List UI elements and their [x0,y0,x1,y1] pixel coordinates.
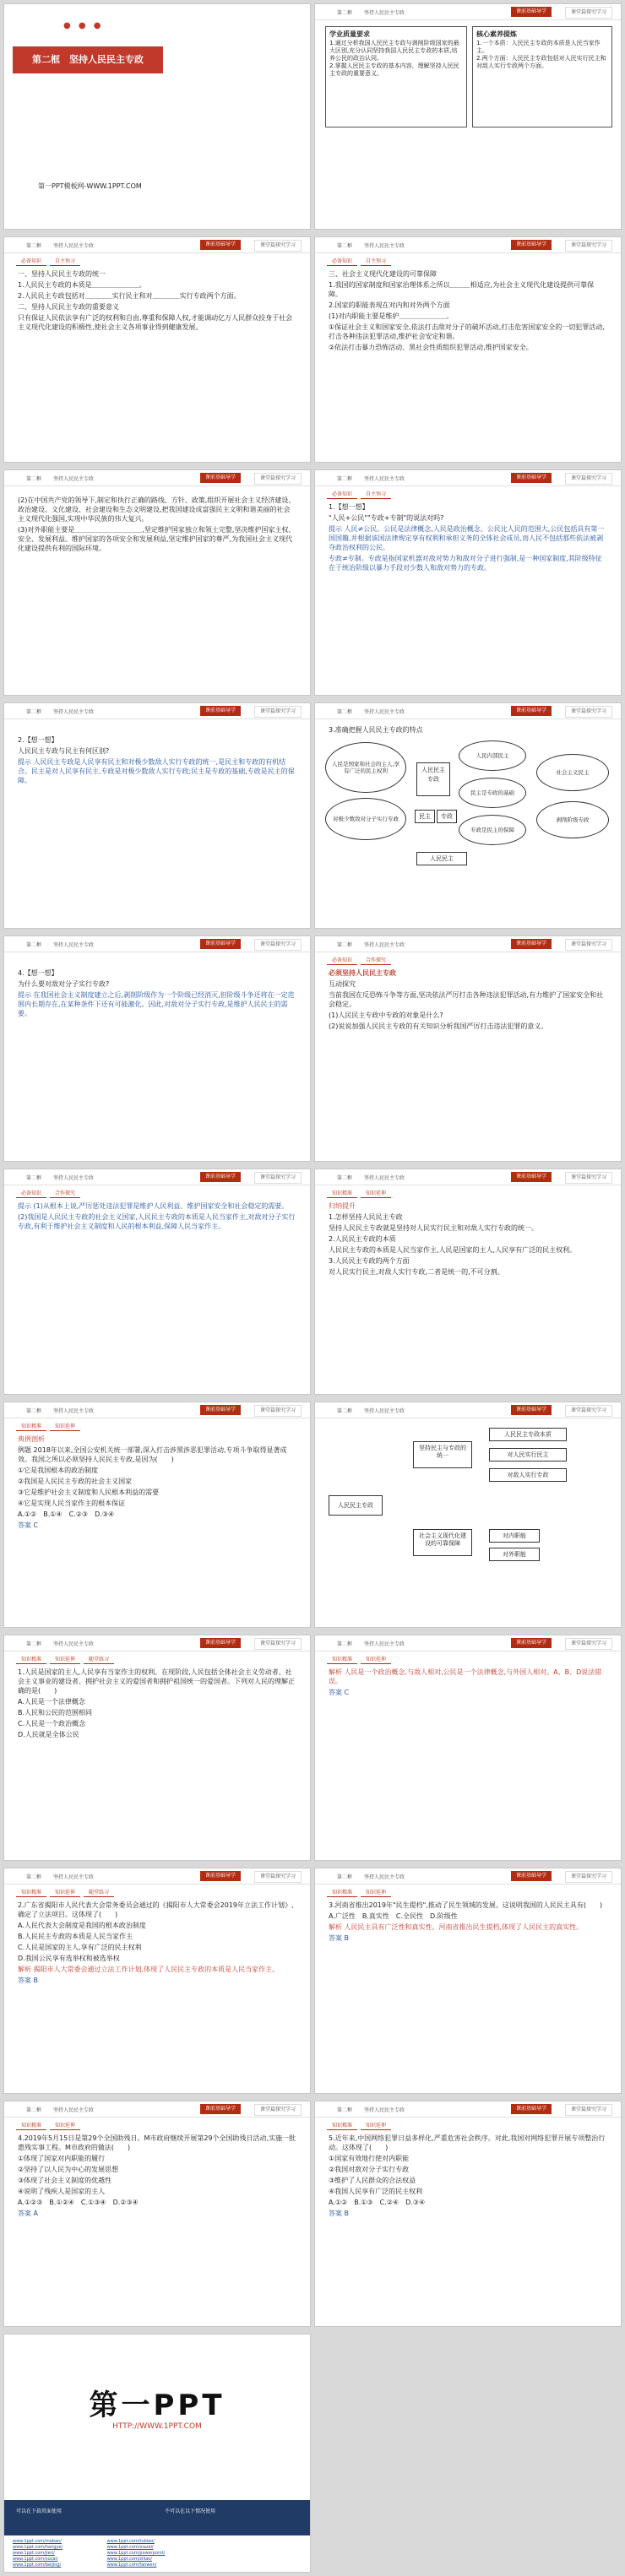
slide-8-diagram[interactable] [314,702,622,929]
slide-2-goals[interactable] [314,3,622,230]
line: B.人民和公民的范围相同 [18,1709,93,1716]
sub-tabs [327,2120,394,2130]
chapter-label: 第二框 [337,709,353,715]
chapter-label: 第二框 [337,243,353,249]
slide-body [329,1901,607,1944]
tab-pre[interactable]: 课前基础导学 [200,240,241,250]
tab-explore[interactable]: 课堂篇探究学习 [254,939,302,951]
tab-explore[interactable]: 课堂篇探究学习 [565,1172,612,1184]
slide-body [329,2134,607,2220]
slide-header [315,1169,621,1185]
chapter-label: 第二框 [26,1874,42,1880]
header-title: 坚持人民民主专政 [364,1408,405,1414]
chapter-label: 第二框 [337,942,353,948]
tab-pre[interactable]: 课前基础导学 [200,1405,241,1415]
diagram-node: 剥削阶级专政 [536,801,609,838]
brand-text: 第一PPT模板网-WWW.1PPT.COM [38,182,142,190]
core-text: 1.一个本质：人民民主专政的本质是人民当家作主。 2.两个方面：人民民主专政包括对人民实行民主和对敌人实行专政两个方面。 [476,40,606,69]
line: (3)对外职能主要是＿＿＿＿＿＿＿＿＿＿,坚定维护国家独立和领土完整,坚决维护国家主权、安全、发展利益。维护国家的各项安全和发展利益,坚定维护国家的尊严,为我国社会主义现代化建设提供有利的国际环境。 [18,526,296,552]
line: 提示 人民民主专政是人民享有民主和对极少数敌人实行专政的统一,是民主和专政的有机结合。民主是对人民享有民主,专政是对极少数敌人实行专政;民主是专政的基础,专政是民主的保障。 [18,758,295,784]
sub-tabs [327,489,394,499]
header-title: 坚持人民民主专政 [364,1874,405,1880]
line: 只有保证人民依法享有广泛的权利和自由,尊重和保障人权,才能调动亿万人民群众投身于社会主义现代化建设的积极性,使社会主义各项事业得到健康发展。 [18,314,293,331]
mindmap-node: 对人民实行民主 [489,1448,567,1462]
tab-explore[interactable]: 课堂篇探究学习 [254,706,302,718]
line: 一、坚持人民民主专政的统一 [18,270,106,278]
slide-19[interactable] [3,2101,311,2327]
line: ①国家有效地行使对内职能 [329,2155,410,2162]
mindmap-node: 社会主义现代化建设的可靠保障 [413,1529,472,1556]
line: 例题 2018年以来,全国公安机关统一部署,深入打击涉黑涉恶犯罪活动,专项斗争取得显著成效。我国之所以必须坚持人民民主专政,是因为( ) [18,1446,287,1463]
slide-body [329,968,607,1033]
diagram-node: 对极少数敌对分子实行专政 [325,798,406,840]
slide-header [315,936,621,952]
sub-tabs [16,1887,117,1897]
slide-title: 第二框 坚持人民民主专政 [13,46,163,73]
line: (2)我国是人民民主专政的社会主义国家,人民民主专政的本质是人民当家作主,对敌对分子实行专政,有利于维护社会主义制度和人民的根本利益,保障人民当家作主。 [18,1213,296,1230]
slide-header [4,1169,310,1185]
line: 答案 B [329,2210,350,2217]
chapter-label: 第二框 [337,1641,353,1647]
tab-pre[interactable]: 课前基础导学 [511,1172,552,1182]
tab-pre[interactable]: 课前基础导学 [511,1405,552,1415]
line: 三、社会主义现代化建设的可靠保障 [329,270,437,278]
line: 答案 B [329,1934,350,1942]
tab-pre[interactable]: 课前基础导学 [200,2104,241,2114]
header-title: 坚持人民民主专政 [53,1874,95,1880]
header-title: 坚持人民民主专政 [53,1175,95,1181]
tab-pre[interactable]: 课前基础导学 [200,473,241,483]
line: ②依法打击暴力恐怖活动、黑社会性质组织犯罪活动,维护国家安全。 [329,344,533,351]
line: ④它是实现人民当家作主的根本保证 [18,1500,126,1507]
sub-tab-2[interactable]: 自主预习 [361,256,391,266]
header-title: 坚持人民民主专政 [53,709,95,715]
slide-header [315,703,621,719]
diagram-node: 人民是国家和社会的主人,享有广泛的民主权利 [325,742,406,793]
line: A.广泛性 B.真实性 C.全民性 D.阶级性 [329,1912,458,1920]
mindmap-center: 人民民主专政 [329,1495,383,1516]
sub-tabs [327,1654,394,1664]
slide-17[interactable] [3,1868,311,2094]
header-title: 坚持人民民主专政 [53,243,95,249]
link[interactable]: www.1ppt.com/tubiao/ [106,2539,155,2544]
chapter-label: 第二框 [337,1408,353,1414]
slide-body [18,1901,296,1987]
link[interactable]: www.1ppt.com/moban/ [13,2539,62,2544]
tab-pre[interactable]: 课前基础导学 [511,1638,552,1648]
header-title: 坚持人民民主专政 [53,2107,95,2113]
tab-explore[interactable]: 课堂篇探究学习 [565,939,612,951]
chapter-label: 第二框 [337,2107,353,2113]
tab-explore[interactable]: 课堂篇探究学习 [565,1405,612,1417]
sub-tab-1[interactable]: 必备知识 [327,489,357,499]
sub-tab-1[interactable]: 知识精准 [16,1654,46,1664]
tab-pre[interactable]: 课前基础导学 [511,706,552,716]
line: 1.我国的国家制度和国家治理体系之所以＿＿＿相适应,为社会主义现代化建设提供可靠保障。 [329,281,595,298]
mindmap-node: 对敌人实行专政 [489,1468,567,1482]
sub-tab-2[interactable]: 知识延伸 [50,1654,80,1664]
slide-body [18,496,296,555]
ppt-logo: 第一PPT [89,2389,226,2422]
line: ①它是我国根本的政治制度 [18,1467,99,1474]
line: 提示 人民≠公民。公民是法律概念,人民是政治概念。公民比人民的范围大,公民包括具有第一国国籍,并根据该国法律规定享有权利和承担义务的全体社会成员,而人民不包括那些依法被剥夺政治权利的公民。 [329,525,605,551]
chapter-label: 第二框 [26,1175,42,1181]
link[interactable]: www.1ppt.com/fanwen/ [106,2562,157,2568]
header-title: 坚持人民民主专政 [364,476,405,482]
line: 2.【想一想】 [18,736,58,744]
line: 解析 人民是一个政治概念,与敌人相对,公民是一个法律概念,与外国人相对。A、B、D说法错误。 [329,1668,602,1685]
slide-4[interactable] [314,236,622,463]
chapter-label: 第二框 [337,476,353,482]
line: 1.人民民主专政的本质是＿＿＿＿＿＿＿。 [18,281,146,289]
sub-tab-1[interactable]: 知识精准 [16,2120,46,2130]
sub-tab-1[interactable]: 知识精准 [327,1887,357,1897]
mindmap-node: 对外职能 [489,1548,540,1561]
tab-explore[interactable]: 课堂篇探究学习 [565,473,612,485]
sub-tab-2[interactable]: 合作探究 [50,1188,80,1198]
header-title: 坚持人民民主专政 [364,2107,405,2113]
line: 2.广东省揭阳市人民代表大会常务委员会通过的《揭阳市人大常委会2019年立法工作计划》,确定了立法项目。这体现了( ) [18,1901,294,1918]
line: ②我国对敌对分子实行专政 [329,2166,410,2173]
header-title: 坚持人民民主专政 [364,243,405,249]
line: C.人民是国家的主人,享有广泛的民主权利 [18,1944,142,1951]
sub-tab-2[interactable]: 自主预习 [50,256,80,266]
line: 2.人民民主专政包括对＿＿＿＿实行民主和对＿＿＿＿实行专政两个方面。 [18,292,241,300]
line: 4.2019年5月15日是第29个全国助残日。M市政府继续开展第29个全国助残日活动,实施一批惠残实事工程。M市政府的做法( ) [18,2134,296,2151]
sub-tab-2[interactable]: 知识延伸 [361,2120,391,2130]
slide-14-mindmap[interactable] [314,1402,622,1628]
line: 3.准确把握人民民主专政的特点 [329,726,423,734]
sub-tab-1[interactable]: 必备知识 [16,1188,46,1198]
line: 人民民主专政的本质是人民当家作主,人民是国家的主人,人民享有广泛的民主权利。 [329,1246,577,1254]
line: ④我国人民享有广泛的民主权利 [329,2188,423,2195]
sub-tabs [16,256,84,266]
slide-7[interactable] [3,702,311,929]
line: 提示 在我国社会主义制度建立之后,剥削阶级作为一个阶级已经消灭,但阶级斗争还将在一定范围内长期存在,在某种条件下还有可能激化。因此,对敌对分子实行专政,是维护人民民主的需要。 [18,991,295,1017]
sub-tab-1[interactable]: 必备知识 [16,256,46,266]
line: 4.【想一想】 [18,969,58,977]
sub-tab-2[interactable]: 合作探究 [361,955,391,965]
diagram-center: 人民民主专政 [416,762,450,796]
chapter-label: 第二框 [26,709,42,715]
tab-explore[interactable]: 课堂篇探究学习 [254,1871,302,1883]
slide-header [4,1635,310,1651]
line: A.①② B.①③ C.②④ D.③④ [329,2199,426,2206]
tab-pre[interactable]: 课前基础导学 [511,240,552,250]
slide-header [315,1635,621,1651]
chapter-label: 第二框 [337,1175,353,1181]
line: 对人民实行民主,对敌人实行专政,二者是统一的,不可分割。 [329,1268,504,1276]
line: 坚持人民民主专政就是坚持对人民实行民主和对敌人实行专政的统一。 [329,1224,538,1232]
diagram-label: 人民民主 [416,852,467,865]
line: 答案 C [329,1689,350,1696]
line: 提示 (1)从根本上说,严厉惩处违法犯罪是维护人民利益、维护国家安全和社会稳定的需要。 [18,1202,289,1210]
mindmap-node: 人民民主专政本质 [489,1428,567,1441]
line: ①体现了国家对内职能的履行 [18,2155,106,2162]
mindmap-node: 坚持民主与专政的统一 [413,1441,472,1468]
sub-tabs [327,1188,394,1198]
tab-explore[interactable]: 课堂篇探究学习 [254,240,302,252]
line: "人民+公民""专政+专制"的说法对吗? [329,514,444,522]
chapter-label: 第二框 [337,10,353,16]
line: 解析 揭阳市人大常委会通过立法工作计划,体现了人民民主专政的本质是人民当家作主。 [18,1966,280,1973]
usage-forbidden: 不可以在以下情况使用 [165,2508,216,2514]
slide-1-title[interactable] [3,3,311,230]
slide-header [315,470,621,486]
header-title: 坚持人民民主专政 [364,942,405,948]
line: 答案 C [18,1521,39,1529]
link[interactable]: www.1ppt.com/beijing/ [13,2562,62,2568]
line: 答案 B [18,1977,39,1984]
tab-pre[interactable]: 课前基础导学 [511,2104,552,2114]
sub-tab-1[interactable]: 必备知识 [327,256,357,266]
tab-pre[interactable]: 课前基础导学 [200,1172,241,1182]
line: (1)对内职能主要是维护＿＿＿＿＿＿＿。 [329,312,454,320]
header-title: 坚持人民民主专政 [53,1408,95,1414]
slide-header [4,237,310,253]
sub-tab-1[interactable]: 知识精准 [16,1887,46,1897]
sub-tab-1[interactable]: 知识精准 [327,2120,357,2130]
slide-body [18,1668,296,1741]
tab-explore[interactable]: 课堂篇探究学习 [254,2104,302,2116]
chapter-label: 第二框 [26,1641,42,1647]
slide-header [4,470,310,486]
header-title: 坚持人民民主专政 [53,1641,95,1647]
sub-tab-2[interactable]: 知识延伸 [50,1887,80,1897]
decor-dots: ● ● ● [63,21,104,30]
tab-explore[interactable]: 课堂篇探究学习 [565,1871,612,1883]
link[interactable]: www.1ppt.com/powerpoint/ [106,2551,166,2556]
line: (2)在中国共产党的领导下,制定和执行正确的路线、方针、政策,组织开展社会主义经济建设、政治建设、文化建设、社会建设和生态文明建设,把我国建设成富强民主文明和谐美丽的社会主义现代化强国,实现中华民族的伟大复兴。 [18,496,296,523]
line: ①保证社会主义和国家安全,依法打击敌对分子的破坏活动,打击危害国家安全的一切犯罪活动,打击各种违法犯罪活动,维护社会安定和谐。 [329,323,605,340]
line: 人民民主专政与民主有何区别? [18,747,110,755]
diagram-node: 专政是民主的保障 [459,815,526,845]
slide-header [315,4,621,20]
line: C.人民是一个政治概念 [18,1720,86,1727]
slide-body [329,502,607,574]
tab-explore[interactable]: 课堂篇探究学习 [565,7,612,19]
slide-body [329,725,607,736]
slide-3[interactable] [3,236,311,463]
slide-body [18,1201,296,1233]
line: ④说明了残疾人是国家的主人 [18,2188,106,2195]
slide-body [18,968,296,1020]
quality-text: 1.通过分析我国人民民主专政与剥削阶级国家的最大区别,充分认同坚持我国人民民主专政的本质,培养公民的政治认同。 2.掌握人民民主专政的基本内容，理解坚持人民民主专政的重要意义。 [329,40,459,77]
link[interactable]: www.1ppt.com/sucai/ [13,2557,58,2562]
core-box [472,26,612,127]
line: 1.人民是国家的主人,人民享有当家作主的权利。在现阶段,人民包括全体社会主义劳动者、社会主义事业的建设者、拥护社会主义的爱国者和拥护祖国统一的爱国者。下列对人民的理解正确的是( ) [18,1668,295,1695]
slide-body [329,1201,607,1278]
tab-pre[interactable]: 课前基础导学 [511,1871,552,1881]
slide-10[interactable] [314,935,622,1162]
slide-15[interactable] [3,1635,311,1861]
link[interactable]: www.1ppt.com/ziliao/ [106,2557,153,2562]
slide-11[interactable] [3,1169,311,1395]
slide-body [18,2134,296,2220]
line: ③它是维护社会主义制度和人民根本利益的需要 [18,1489,160,1496]
sub-tab-1[interactable]: 知识精准 [327,1188,357,1198]
sub-tabs [16,1654,117,1664]
line: A.①②③ B.①②④ C.①③④ D.②③④ [18,2199,139,2206]
slide-header [315,237,621,253]
sub-tab-2[interactable]: 知识延伸 [361,1887,391,1897]
header-title: 坚持人民民主专政 [53,476,95,482]
line: 3.河南省推出2019年"民生提档",推动了民生领域的发展。这说明我国的人民民主具有( ) [329,1901,603,1909]
quality-box [325,26,467,127]
line: 1.怎样坚持人民民主专政 [329,1213,403,1221]
line: ②坚持了以人民为中心的发展思想 [18,2166,119,2173]
link[interactable]: www.1ppt.com/xiazai/ [106,2545,154,2550]
core-title: 核心素养提炼 [476,30,517,38]
sub-tabs [327,256,394,266]
tab-explore[interactable]: 课堂篇探究学习 [254,1638,302,1650]
line: ②我国是人民民主专政的社会主义国家 [18,1478,133,1485]
slide-21-brand[interactable] [3,2334,311,2573]
tab-explore[interactable]: 课堂篇探究学习 [565,240,612,252]
slide-9[interactable] [3,935,311,1162]
tab-pre[interactable]: 课前基础导学 [200,939,241,949]
slide-header [315,2101,621,2118]
line: 为什么要对敌对分子实行专政? [18,980,110,988]
sub-tab-2[interactable]: 自主预习 [361,489,391,499]
slide-body [18,269,296,334]
line: 1.【想一想】 [329,503,369,511]
header-title: 坚持人民民主专政 [364,1641,405,1647]
slide-header [315,1402,621,1418]
mindmap-node: 对内职能 [489,1529,540,1543]
line: 3.人民民主专政的两个方面 [329,1257,410,1265]
slide-body [329,1668,607,1699]
sub-tab-2[interactable]: 知识延伸 [361,1654,391,1664]
tab-explore[interactable]: 课堂篇探究学习 [565,1638,612,1650]
chapter-label: 第二框 [26,476,42,482]
line: 5.近年来,中国网络犯罪日益多样化,严重危害社会秩序。对此,我国对网络犯罪开展专项整治行动。这体现了( ) [329,2134,606,2151]
slide-6[interactable] [314,469,622,696]
tab-pre[interactable]: 课前基础导学 [200,1871,241,1881]
line: (1)人民民主专政中专政的对象是什么? [329,1011,443,1019]
slide-20[interactable] [314,2101,622,2327]
header-title: 坚持人民民主专政 [53,942,95,948]
link[interactable]: www.1ppt.com/jieri/ [13,2551,55,2556]
tab-pre[interactable]: 课前基础导学 [511,7,552,17]
sub-tabs [16,1188,84,1198]
section-heading: 必须坚持人民民主专政 [329,969,396,977]
line: B.人民民主专政的本质是人民当家作主 [18,1933,133,1940]
subheading: 互动探究 [329,980,356,988]
line: 答案 A [18,2210,39,2217]
tab-explore[interactable]: 课堂篇探究学习 [254,1172,302,1184]
sub-tabs [327,955,394,965]
sub-tabs [16,2120,84,2130]
line: 2.人民民主专政的本质 [329,1235,396,1243]
tab-pre[interactable]: 课前基础导学 [511,939,552,949]
tab-pre[interactable]: 课前基础导学 [200,1638,241,1648]
tab-explore[interactable]: 课堂篇探究学习 [565,706,612,718]
line: ③体现了社会主义制度的优越性 [18,2177,112,2184]
chapter-label: 第二框 [26,942,42,948]
sub-tab-1[interactable]: 知识精准 [16,1421,46,1431]
chapter-label: 第二框 [26,1408,42,1414]
chapter-label: 第二框 [337,1874,353,1880]
sub-tabs [327,1887,394,1897]
quality-title: 学业质量要求 [329,30,370,38]
slide-18[interactable] [314,1868,622,2094]
sub-tab-2[interactable]: 知识延伸 [50,1421,80,1431]
line: 专政≠专制。专政是指国家机器对敌对势力和敌对分子进行强制,是一种国家制度,其阶级特征在于统治阶级以暴力手段对少数人和敌对势力的专政。 [329,555,602,572]
line: 二、坚持人民民主专政的重要意义 [18,303,119,311]
sub-tabs [16,1421,84,1431]
link[interactable]: www.1ppt.com/hangye/ [13,2545,63,2550]
slide-header [4,2101,310,2118]
sub-tab-2[interactable]: 知识延伸 [361,1188,391,1198]
diagram-node: 社会主义民主 [536,754,609,791]
chapter-label: 第二框 [26,2107,42,2113]
line: A.①② B.①④ C.②③ D.③④ [18,1510,115,1518]
slide-5[interactable] [3,469,311,696]
slide-12[interactable] [314,1169,622,1395]
line: 解析 人民民主具有广泛性和真实性。河南省推出民生提档,体现了人民民主的真实性。 [329,1923,584,1931]
sub-tab-3[interactable]: 随堂练习 [84,1887,114,1897]
header-title: 坚持人民民主专政 [364,709,405,715]
slide-header [315,1868,621,1885]
diagram-node: 民主是专政的基础 [459,778,526,808]
slide-body [329,269,607,354]
header-title: 坚持人民民主专政 [364,10,405,16]
link-list [4,2535,310,2572]
line: ③维护了人民群众的合法权益 [329,2177,416,2184]
diagram-node: 人民内部民主 [459,740,526,771]
chapter-label: 第二框 [26,243,42,249]
slide-16[interactable] [314,1635,622,1861]
tab-explore[interactable]: 课堂篇探究学习 [254,1405,302,1417]
diagram-label: 专政 [437,810,457,823]
line: 2.国家的职能表现在对内和对外两个方面 [329,301,450,309]
slide-body [18,1434,296,1532]
tab-explore[interactable]: 课堂篇探究学习 [254,473,302,485]
line: D.人民就是全体公民 [18,1731,79,1738]
line: A.人民是一个法律概念 [18,1698,85,1706]
slide-header [4,1402,310,1418]
line: 归纳提升 [329,1202,356,1210]
tab-pre[interactable]: 课前基础导学 [511,473,552,483]
line: A.人民代表大会制度是我国的根本政治制度 [18,1922,146,1929]
line: 当前我国在反恐怖斗争等方面,坚决依法严厉打击各种违法犯罪活动,有力维护了国家安全和社会稳定。 [329,991,604,1008]
sub-tab-1[interactable]: 知识精准 [327,1654,357,1664]
line: (2)说说加强人民民主专政的有关知识分析我国严厉打击违法犯罪的意义。 [329,1022,548,1030]
sub-tab-2[interactable]: 知识延伸 [50,2120,80,2130]
slide-body [18,735,296,787]
slide-header [4,703,310,719]
sub-tab-3[interactable]: 随堂练习 [84,1654,114,1664]
tab-pre[interactable]: 课前基础导学 [200,706,241,716]
slide-header [4,936,310,952]
slide-header [4,1868,310,1885]
line: 典例剖析 [18,1435,45,1443]
tab-explore[interactable]: 课堂篇探究学习 [565,2104,612,2116]
ppt-url[interactable]: HTTP://WWW.1PPT.COM [112,2422,202,2431]
brand-top [4,2335,310,2500]
usage-allowed: 可以在下载页面使用 [16,2508,62,2514]
line: D.我国公民享有选举权和被选举权 [18,1955,120,1962]
sub-tab-1[interactable]: 必备知识 [327,955,357,965]
slide-13[interactable] [3,1402,311,1628]
header-title: 坚持人民民主专政 [364,1175,405,1181]
diagram-label: 民主 [415,810,435,823]
